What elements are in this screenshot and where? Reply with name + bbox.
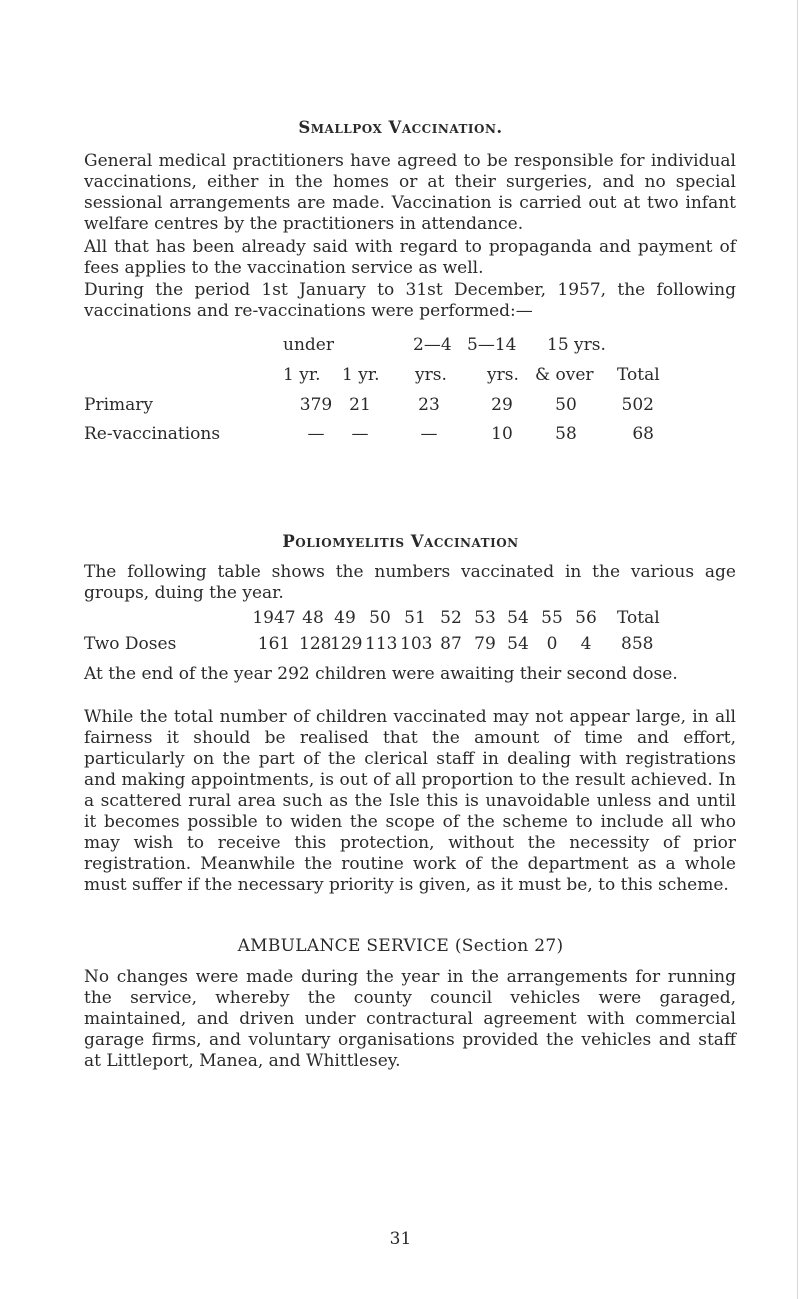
- doses-52: 87: [440, 634, 462, 654]
- primary-1yr: 21: [349, 395, 371, 415]
- page-number: 31: [389, 1229, 412, 1249]
- smallpox-paragraph-3: During the period 1st January to 31st December, 1957, the following vaccinations and re-vaccinations were performed:—: [84, 280, 736, 321]
- primary-under-1: 379: [299, 395, 333, 415]
- revac-2-4: —: [420, 424, 438, 444]
- page-edge-divider: [797, 0, 798, 1299]
- header-under: under: [283, 335, 334, 355]
- year-48: 48: [302, 608, 324, 628]
- doses-54: 54: [507, 634, 529, 654]
- year-56: 56: [575, 608, 597, 628]
- year-55: 55: [541, 608, 563, 628]
- revac-15-over: 58: [555, 424, 577, 444]
- header-yrs-b: yrs.: [487, 365, 519, 385]
- primary-15-over: 50: [555, 395, 577, 415]
- year-51: 51: [404, 608, 426, 628]
- primary-2-4: 23: [418, 395, 440, 415]
- year-49: 49: [334, 608, 356, 628]
- revac-5-14: 10: [491, 424, 513, 444]
- doses-55: 0: [546, 634, 558, 654]
- header-over: & over: [535, 365, 594, 385]
- primary-5-14: 29: [491, 395, 513, 415]
- polio-heading: Poliomyelitis Vaccination: [282, 532, 519, 551]
- header-1yr-a: 1 yr.: [283, 365, 321, 385]
- polio-paragraph-3: While the total number of children vaccinated may not appear large, in all fairness it should be realised that the amount of time and effort, particularly on the part of the clerical staff in dealing with registrations and making appointments, is out of all proportion to the result achieved. In a scattered rural area such as the Isle this is unavoidable unless and until it becomes possible to widen the scope of the scheme to include all who may wish to receive this protection, without the necessity of prior registration. Meanwhile the routine work of the department as a whole must suffer if the necessary priority is given, as it must be, to this scheme.: [84, 707, 736, 895]
- row-label-two-doses: Two Doses: [84, 634, 177, 654]
- revac-under-1: —: [307, 424, 325, 444]
- polio-paragraph-2: At the end of the year 292 children were awaiting their second dose.: [84, 664, 678, 684]
- row-label-primary: Primary: [84, 395, 153, 415]
- doses-1947: 161: [257, 634, 291, 654]
- header-yrs-a: yrs.: [415, 365, 447, 385]
- doses-56: 4: [580, 634, 592, 654]
- polio-paragraph-1: The following table shows the numbers vaccinated in the various age groups, duing the year.: [84, 562, 736, 603]
- year-52: 52: [440, 608, 462, 628]
- year-54: 54: [507, 608, 529, 628]
- primary-total: 502: [621, 395, 654, 415]
- doses-50: 113: [365, 634, 398, 654]
- doses-51: 103: [400, 634, 433, 654]
- doses-53: 79: [474, 634, 496, 654]
- year-50: 50: [369, 608, 391, 628]
- smallpox-paragraph-1: General medical practitioners have agreed to be responsible for individual vaccinations, either in the homes or at their surgeries, and no special sessional arrangements are made. Vaccination is carried out at two infant welfare centres by the practitioners in attendance.: [84, 151, 736, 234]
- ambulance-paragraph-1: No changes were made during the year in the arrangements for running the service, whereby the county council vehicles were garaged, maintained, and driven under contractural agreement with commercial garage firms, and voluntary organisations provided the vehicles and staff at Littleport, Manea, and Whittlesey.: [84, 967, 736, 1071]
- smallpox-heading: Smallpox Vaccination.: [298, 118, 503, 137]
- year-total: Total: [617, 608, 660, 628]
- revac-total: 68: [632, 424, 654, 444]
- header-2-4: 2—4: [413, 335, 452, 355]
- smallpox-paragraph-2: All that has been already said with regard to propaganda and payment of fees applies to the vaccination service as well.: [84, 237, 736, 278]
- header-1yr-b: 1 yr.: [342, 365, 380, 385]
- doses-total: 858: [621, 634, 654, 654]
- year-1947: 1947: [252, 608, 296, 628]
- revac-1yr: —: [351, 424, 369, 444]
- doses-49: 129: [330, 634, 363, 654]
- year-53: 53: [474, 608, 496, 628]
- header-total: Total: [617, 365, 660, 385]
- header-5-14: 5—14: [467, 335, 517, 355]
- doses-48: 128: [299, 634, 332, 654]
- row-label-revaccinations: Re-vaccinations: [84, 424, 221, 444]
- ambulance-heading: AMBULANCE SERVICE (Section 27): [237, 936, 564, 956]
- header-15yrs: 15 yrs.: [547, 335, 606, 355]
